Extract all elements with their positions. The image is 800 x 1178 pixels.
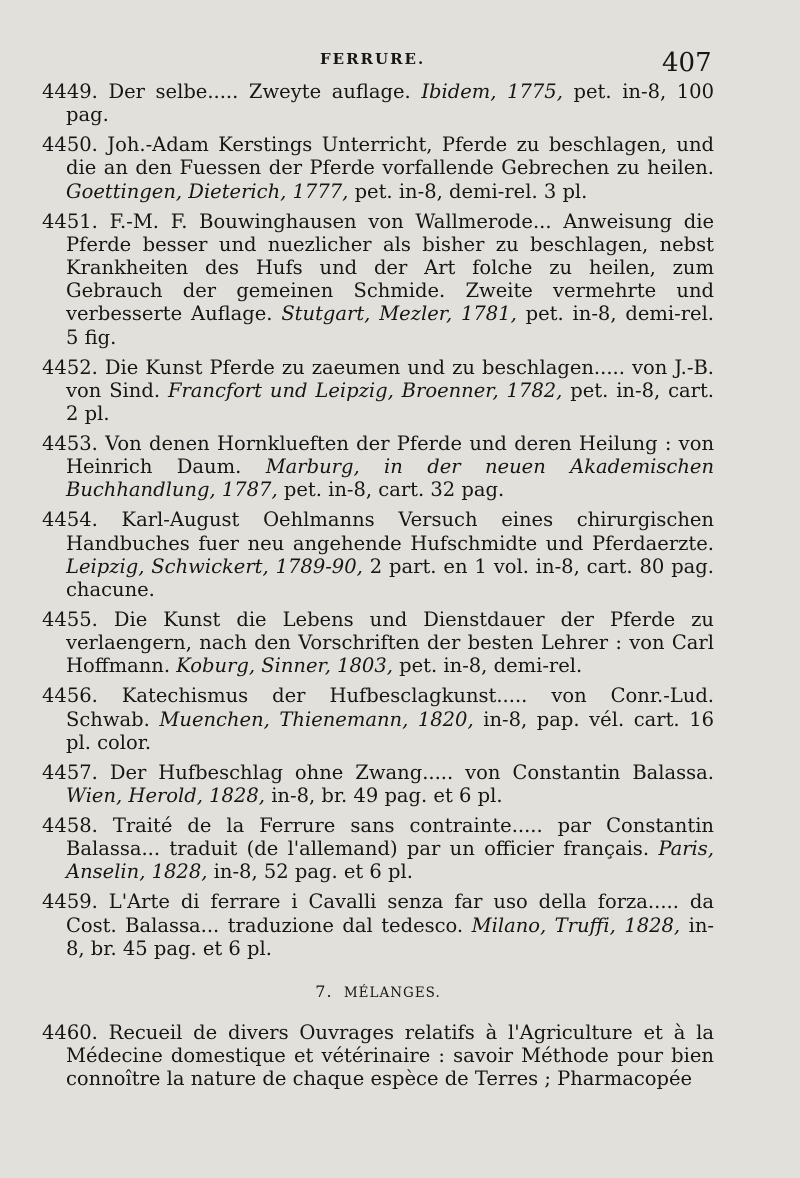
entry-number: 4453. bbox=[42, 432, 98, 456]
entry-title: Die Kunst Pferde zu zaeumen und zu beschlagen..... von J.-B. von Sind. bbox=[66, 355, 714, 402]
entry-title: Katechismus der Hufbesclagkunst..... von Conr.-Lud. Schwab. bbox=[66, 684, 715, 731]
entry-imprint: Muenchen, Thienemann, 1820, bbox=[159, 707, 474, 731]
entry-details: in-8, pap. vél. cart. 16 pl. color. bbox=[66, 707, 715, 754]
entry-number: 4450. bbox=[42, 133, 98, 157]
bibliography-entry bbox=[42, 508, 714, 601]
bibliography-entry bbox=[42, 890, 714, 960]
entry-details: pet. in-8, cart. 2 pl. bbox=[66, 378, 714, 426]
entry-title: Traité de la Ferrure sans contrainte..... par Constantin Balassa... traduit (de l'allemand) par un officier français. bbox=[66, 814, 714, 861]
section-number: 7. bbox=[315, 982, 333, 1002]
entry-number: 4458. bbox=[42, 814, 98, 838]
entry-number: 4459. bbox=[42, 890, 98, 914]
section-heading bbox=[42, 982, 714, 1001]
entry-title: Der Hufbeschlag ohne Zwang..... von Constantin Balassa. bbox=[109, 760, 714, 784]
entry-number: 4456. bbox=[42, 684, 98, 708]
bibliography-entry bbox=[42, 608, 714, 678]
entry-imprint: Wien, Herold, 1828, bbox=[66, 784, 265, 808]
entry-number: 4452. bbox=[42, 355, 98, 379]
entry-imprint: Goettingen, Dieterich, 1777, bbox=[66, 179, 349, 203]
entry-imprint: Leipzig, Schwickert, 1789-90, bbox=[66, 554, 363, 578]
entry-list bbox=[42, 1021, 714, 1091]
section-title: MÉLANGES. bbox=[343, 985, 441, 1002]
entry-details: pet. in-8, demi-rel. bbox=[399, 654, 583, 678]
entry-number: 4451. bbox=[42, 209, 98, 233]
entry-imprint: Stutgart, Mezler, 1781, bbox=[281, 302, 517, 326]
entry-title: Joh.-Adam Kerstings Unterricht, Pferde zu beschlagen, und die an den Fuessen der Pferde vorfallende Gebrechen zu heilen. bbox=[66, 133, 714, 180]
entry-details: pet. in-8, demi-rel. 3 pl. bbox=[354, 179, 588, 203]
entry-details: pet. in-8, 100 pag. bbox=[66, 80, 714, 127]
entry-imprint: Paris, Anselin, 1828, bbox=[66, 837, 714, 884]
entry-details: in-8, br. 45 pag. et 6 pl. bbox=[66, 913, 714, 960]
bibliography-entry bbox=[42, 80, 714, 126]
bibliography-entry bbox=[42, 356, 714, 426]
entry-details: pet. in-8, cart. 32 pag. bbox=[283, 478, 505, 502]
page-number: 407 bbox=[662, 48, 712, 78]
page-content bbox=[42, 80, 714, 1097]
running-title: FERRURE. bbox=[320, 50, 426, 68]
entry-number: 4454. bbox=[42, 508, 98, 532]
bibliography-entry bbox=[42, 1021, 714, 1091]
bibliography-entry bbox=[42, 814, 714, 884]
entry-imprint: Marburg, in der neuen Akademischen Buchhandlung, 1787, bbox=[66, 455, 715, 502]
entry-details: 2 part. en 1 vol. in-8, cart. 80 pag. chacune. bbox=[66, 554, 714, 602]
entry-title: Die Kunst die Lebens und Dienstdauer der Pferde zu verlaengern, nach den Vorschriften der besten Lehrer : von Carl Hoffmann. bbox=[66, 608, 714, 678]
entry-title: Der selbe..... Zweyte auflage. bbox=[108, 80, 411, 103]
bibliography-entry bbox=[42, 210, 714, 349]
entry-title: Recueil de divers Ouvrages relatifs à l'Agriculture et à la Médecine domestique et vétérinaire : savoir Méthode pour bien connoître la nature de chaque espèce de Terres ; Pharmacopée bbox=[66, 1021, 714, 1091]
entry-details: pet. in-8, demi-rel. 5 fig. bbox=[66, 302, 714, 349]
bibliography-entry bbox=[42, 432, 714, 502]
bibliography-entry bbox=[42, 684, 714, 754]
entry-imprint: Koburg, Sinner, 1803, bbox=[176, 654, 393, 678]
entry-imprint: Francfort und Leipzig, Broenner, 1782, bbox=[167, 378, 563, 402]
bibliography-entry bbox=[42, 133, 714, 203]
entry-title: Karl-August Oehlmanns Versuch eines chirurgischen Handbuches fuer neu angehende Hufschmidte und Pferdaerzte. bbox=[66, 508, 714, 555]
entry-list bbox=[42, 80, 714, 960]
entry-details: in-8, br. 49 pag. et 6 pl. bbox=[271, 784, 503, 808]
entry-number: 4460. bbox=[42, 1021, 98, 1045]
entry-imprint: Ibidem, 1775, bbox=[421, 80, 563, 103]
entry-number: 4455. bbox=[42, 608, 98, 632]
entry-title: L'Arte di ferrare i Cavalli senza far uso della forza..... da Cost. Balassa... traduzione dal tedesco. bbox=[66, 890, 714, 937]
entry-title: F.-M. F. Bouwinghausen von Wallmerode... Anweisung die Pferde besser und nuezlicher als bisher zu beschlagen, nebst Krankheiten des Hufs und der Art folche zu heilen, zum Gebrauch der gemeinen Schmide. Zweite vermehrte und verbesserte Auflage. bbox=[66, 209, 714, 326]
entry-number: 4449. bbox=[42, 80, 98, 103]
bibliography-entry bbox=[42, 761, 714, 807]
entry-details: in-8, 52 pag. et 6 pl. bbox=[213, 860, 413, 884]
entry-title: Von denen Hornklueften der Pferde und deren Heilung : von Heinrich Daum. bbox=[66, 432, 714, 479]
entry-number: 4457. bbox=[42, 760, 98, 784]
entry-imprint: Milano, Truffi, 1828, bbox=[471, 913, 681, 937]
